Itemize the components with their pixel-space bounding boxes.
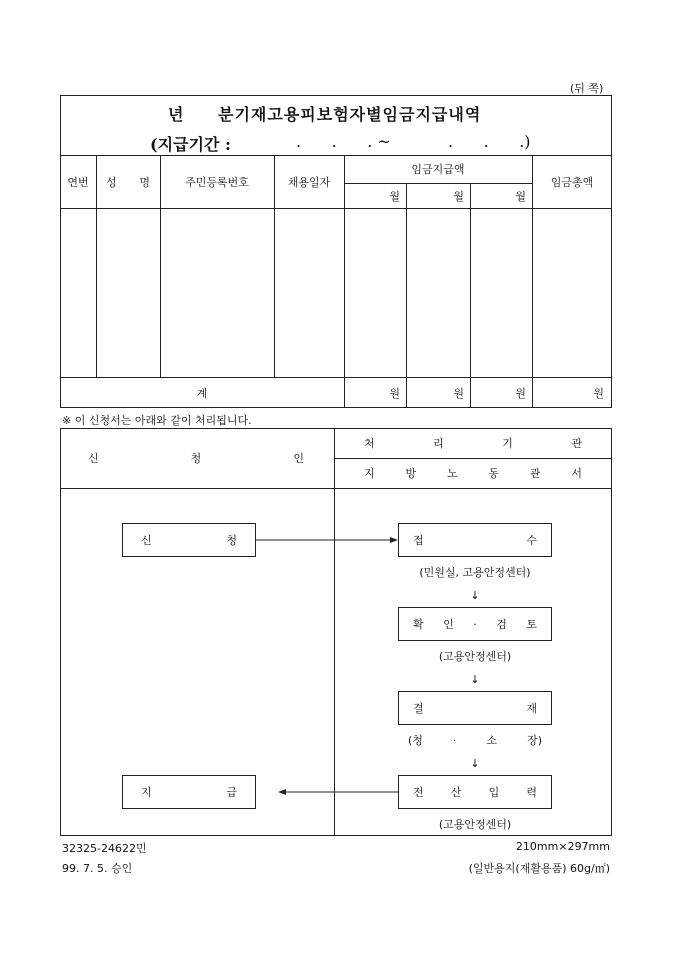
- processing-note: ※ 이 신청서는 아래와 같이 처리됩니다.: [62, 414, 252, 427]
- approval-sub: [408, 732, 542, 748]
- box-char: 급: [226, 786, 237, 799]
- payment-box: [122, 775, 256, 809]
- approval-box: [398, 691, 552, 725]
- header-char: 인: [293, 452, 304, 465]
- box-char: 청: [226, 534, 237, 547]
- box-char: 재: [526, 702, 537, 715]
- applicant-header: [88, 428, 304, 488]
- header-char: 서: [571, 467, 582, 480]
- page-side-label: (뒤 쪽): [570, 82, 604, 95]
- box-char: 입: [488, 786, 500, 799]
- header-char: 지: [364, 467, 375, 480]
- wage-paid-divider: [344, 183, 532, 184]
- data-entry-box: [398, 775, 552, 809]
- arrow-down-icon: ↓: [470, 589, 480, 602]
- box-char: 력: [526, 786, 537, 799]
- header-rrn: 주민등록번호: [185, 175, 249, 189]
- table-header-divider: [60, 208, 612, 209]
- header-name-part: 명: [139, 175, 150, 189]
- regional-labor-office-header: [364, 458, 582, 488]
- arrow-right-icon: [256, 534, 398, 546]
- header-char: 방: [405, 467, 417, 480]
- box-char: 수: [526, 534, 537, 547]
- receipt-sub: (민원실, 고용안정센터): [419, 566, 531, 579]
- header-name-part: 성: [106, 175, 117, 189]
- header-month: 월: [389, 190, 400, 203]
- box-char: 산: [450, 786, 462, 799]
- header-hire-date: 채용일자: [287, 175, 331, 189]
- processor-header: [364, 428, 582, 458]
- header-month: 월: [515, 190, 526, 203]
- box-char: 검: [496, 618, 507, 631]
- box-char: 전: [413, 786, 424, 799]
- sub-char: 장): [527, 734, 542, 747]
- sub-char: 소: [486, 734, 498, 747]
- box-char: ·: [473, 617, 477, 631]
- box-char: 인: [443, 618, 454, 631]
- box-char: 토: [526, 618, 537, 631]
- header-total: 임금총액: [550, 175, 594, 189]
- header-wage-paid: 임금지급액: [411, 163, 465, 176]
- sub-char: ·: [452, 733, 457, 747]
- sum-unit: 원: [389, 387, 400, 400]
- box-char: 지: [141, 786, 152, 799]
- header-char: 청: [190, 452, 202, 465]
- box-char: 접: [413, 534, 424, 547]
- flow-body-divider: [60, 488, 612, 489]
- sum-unit: 원: [515, 387, 526, 400]
- period-end-blank: . . .): [448, 132, 531, 151]
- col-line: [406, 183, 407, 408]
- paper-size: 210mm×297mm: [515, 840, 610, 853]
- box-char: 결: [413, 702, 424, 715]
- header-char: 노: [446, 467, 458, 480]
- sum-unit: 원: [593, 387, 604, 400]
- table-title: 분기재고용피보험자별임금지급내역: [218, 105, 482, 124]
- approval-date: 99. 7. 5. 승인: [62, 862, 133, 875]
- data-entry-sub: (고용안정센터): [438, 818, 512, 831]
- box-char: 신: [141, 534, 152, 547]
- header-no: 연번: [67, 175, 89, 189]
- sub-char: (청: [408, 734, 423, 747]
- paper-spec: (일반용지(재활용품) 60g/㎡): [468, 862, 610, 875]
- flow-col-divider: [334, 428, 335, 836]
- header-char: 처: [364, 437, 375, 450]
- col-line: [470, 183, 471, 408]
- header-char: 신: [88, 452, 99, 465]
- payment-period-label: (지급기간 :: [150, 135, 231, 154]
- header-month: 월: [453, 190, 464, 203]
- table-title-year: 년: [168, 105, 184, 124]
- header-char: 관: [529, 467, 541, 480]
- period-start-blank: . . . ~: [296, 132, 391, 151]
- sum-unit: 원: [453, 387, 464, 400]
- arrow-down-icon: ↓: [470, 757, 480, 770]
- sum-label: 계: [196, 386, 208, 400]
- review-sub: (고용안정센터): [438, 650, 512, 663]
- header-char: 관: [571, 437, 582, 450]
- arrow-left-icon: [256, 786, 398, 798]
- apply-box: [122, 523, 256, 557]
- form-code: 32325-24622민: [62, 842, 147, 855]
- header-name: [106, 155, 150, 208]
- header-char: 동: [488, 467, 500, 480]
- review-box: [398, 607, 552, 641]
- header-char: 기: [502, 437, 513, 450]
- receipt-box: [398, 523, 552, 557]
- arrow-down-icon: ↓: [470, 673, 480, 686]
- header-char: 리: [433, 437, 444, 450]
- box-char: 확: [413, 618, 424, 631]
- col-line: [96, 155, 97, 377]
